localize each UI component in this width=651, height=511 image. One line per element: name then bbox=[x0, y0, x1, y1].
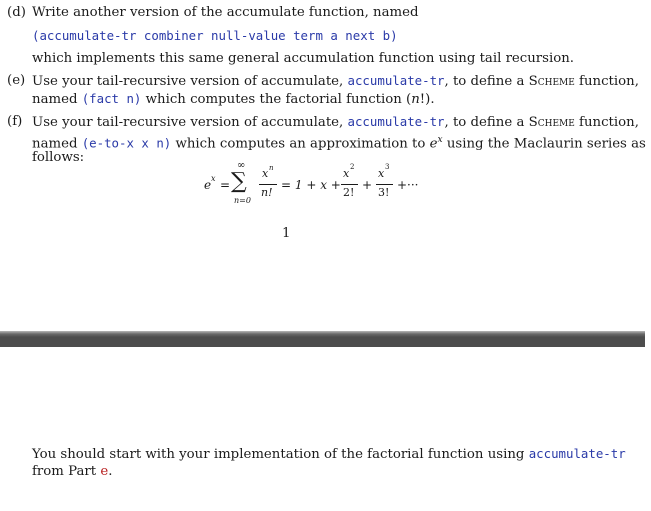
continuation-text-1 bbox=[32, 445, 626, 464]
part-e-text-2a: named bbox=[32, 92, 78, 107]
formula-tail: +··· bbox=[397, 178, 419, 192]
part-e-link[interactable]: e bbox=[100, 464, 109, 479]
formula-equals-1: = bbox=[220, 178, 231, 192]
page-break-divider bbox=[0, 331, 645, 347]
fraction-bar-2 bbox=[341, 184, 358, 185]
part-e-n: n bbox=[411, 92, 420, 107]
part-f-e: e bbox=[429, 136, 438, 152]
part-d-text-3: which implements this same general accumulation function using tail recursion. bbox=[32, 51, 575, 66]
term3-exp: 3 bbox=[385, 163, 390, 171]
part-e-text-2c: !). bbox=[419, 92, 435, 107]
formula-lhs-x: x bbox=[211, 174, 216, 183]
fraction-num-x: x bbox=[262, 167, 269, 180]
part-e-text-2b: which computes the factorial function ( bbox=[145, 92, 412, 107]
term2-num: x bbox=[343, 167, 350, 180]
continuation-text-1a: You should start with your implementation of the factorial function using bbox=[32, 447, 525, 462]
part-e-label: (e) bbox=[7, 73, 26, 88]
fact-signature: (fact n) bbox=[81, 91, 142, 106]
e-to-x-signature: (e-to-x x n) bbox=[81, 135, 172, 151]
part-f-text-1b: , to define a bbox=[444, 115, 525, 130]
term2-den: 2! bbox=[343, 186, 355, 199]
summation-sigma: ∑ bbox=[231, 169, 247, 194]
part-f-text-1a: Use your tail-recursive version of accumulate, bbox=[32, 115, 344, 130]
term2-exp: 2 bbox=[350, 163, 355, 171]
scheme-word-e: Scheme bbox=[528, 74, 575, 89]
formula-plus-2: + bbox=[362, 178, 373, 192]
part-f-text-2b: which computes an approximation to bbox=[175, 136, 426, 152]
term3-num: x bbox=[378, 167, 385, 180]
accumulate-tr-signature: (accumulate-tr combiner null-value term a next b) bbox=[32, 28, 398, 43]
accumulate-tr-ref-e: accumulate-tr bbox=[347, 73, 445, 88]
accumulate-tr-ref-f: accumulate-tr bbox=[347, 114, 445, 129]
part-e-text-1a: Use your tail-recursive version of accumulate, bbox=[32, 74, 344, 89]
part-f-text-1c: function, bbox=[579, 115, 639, 130]
continuation-text-2a: from Part bbox=[32, 464, 97, 479]
part-e-text-1 bbox=[32, 72, 639, 91]
term3-den: 3! bbox=[378, 186, 390, 199]
part-f-x-exp: x bbox=[437, 135, 443, 145]
part-e-text-1c: function, bbox=[579, 74, 639, 89]
summation-upper: ∞ bbox=[237, 160, 246, 171]
fraction-den: n! bbox=[261, 186, 273, 199]
scheme-word-f: Scheme bbox=[528, 115, 575, 130]
part-f-text-2a: named bbox=[32, 136, 78, 152]
continuation-text-2 bbox=[32, 463, 112, 481]
part-f-text-2 bbox=[32, 131, 646, 153]
summation-lower: n=0 bbox=[234, 196, 251, 205]
part-f-label: (f) bbox=[7, 114, 23, 129]
fraction-bar-1 bbox=[259, 184, 277, 185]
part-d-text-1: Write another version of the accumulate function, named bbox=[32, 5, 419, 20]
page-number: 1 bbox=[282, 226, 291, 241]
part-e-text-1b: , to define a bbox=[444, 74, 525, 89]
fraction-num-n: n bbox=[269, 164, 274, 172]
part-d-label: (d) bbox=[7, 5, 26, 20]
part-f-text-1 bbox=[32, 113, 639, 132]
formula-lhs-e: e bbox=[204, 178, 212, 192]
continuation-text-2b: . bbox=[108, 464, 113, 479]
part-e-text-2 bbox=[32, 90, 435, 109]
part-f-text-2c: using the Maclaurin series as bbox=[446, 136, 646, 152]
fraction-bar-3 bbox=[376, 184, 393, 185]
formula-rhs: = 1 + x + bbox=[281, 178, 341, 192]
accumulate-tr-ref-cont: accumulate-tr bbox=[528, 446, 626, 461]
part-f-text-3: follows: bbox=[32, 150, 85, 165]
